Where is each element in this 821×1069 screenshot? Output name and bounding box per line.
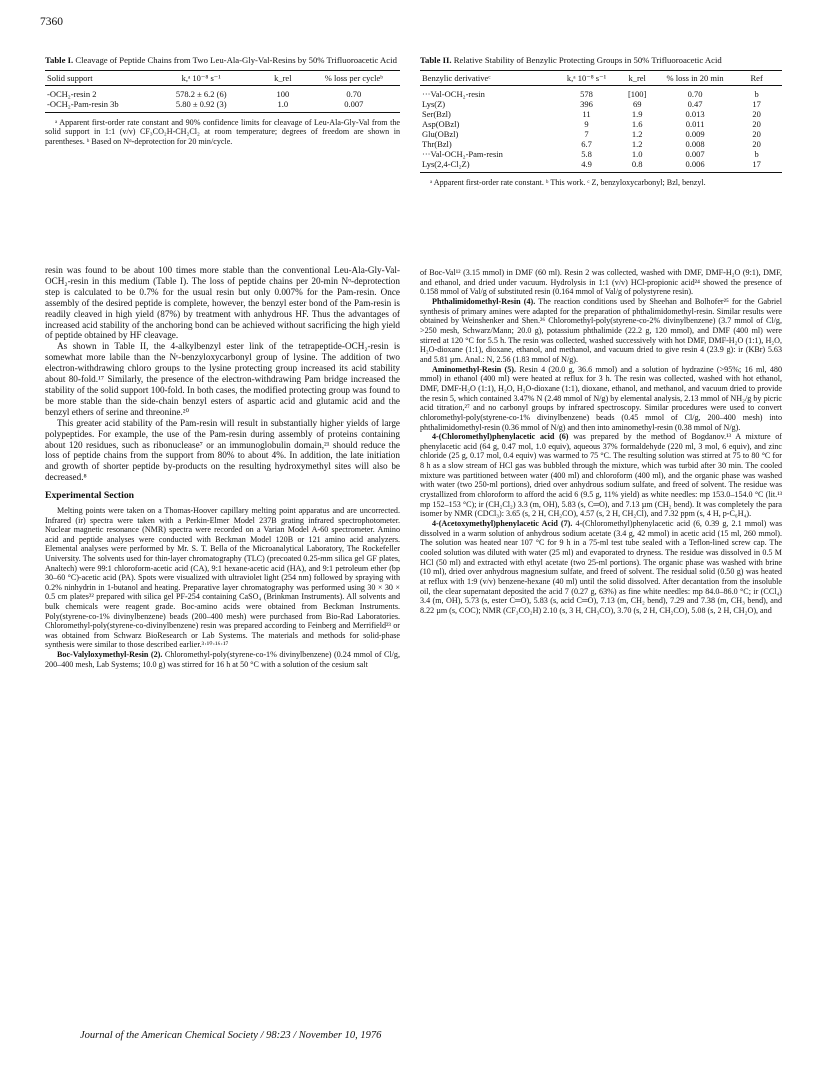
table-cell: 5.80 ± 0.92 (3) — [175, 98, 227, 109]
table-cell: 100 — [276, 88, 290, 99]
table-cell: 17 — [752, 98, 761, 109]
table-cell: 1.2 — [631, 138, 643, 149]
table-cell: 0.009 — [685, 128, 705, 139]
table-cell: 1.9 — [631, 108, 643, 119]
paragraph-title: Aminomethyl-Resin (5). — [432, 364, 517, 374]
table-row — [420, 119, 782, 129]
table-cell: 0.008 — [685, 138, 705, 149]
paragraph — [420, 432, 782, 519]
paragraph-title: Phthalimidomethyl-Resin (4). — [432, 296, 536, 306]
section-heading: Experimental Section — [45, 490, 135, 502]
table-2-caption — [420, 55, 782, 66]
table-1-header-row — [45, 70, 400, 85]
table-cell: 7 — [584, 128, 589, 139]
paragraph — [45, 650, 400, 669]
table-2-header-cell: k_rel — [615, 70, 658, 85]
table-row — [45, 85, 400, 99]
table-cell: ···Val-OCH₂-Pam-resin — [422, 148, 503, 159]
paragraph-title: 4-(Acetoxymethyl)phenylacetic Acid (7). — [432, 519, 573, 529]
table-row — [420, 109, 782, 119]
table-1-header-cell: % loss per cycleᵇ — [308, 70, 400, 85]
table-cell: 1.2 — [631, 128, 643, 139]
table-cell: 0.8 — [631, 158, 643, 169]
table-cell: 0.007 — [685, 148, 705, 159]
table-cell: 0.011 — [685, 118, 705, 129]
paragraph: of Boc-Val¹² (3.15 mmol) in DMF (60 ml). Resin 2 was collected, washed with DMF, DMF-H₂O (9:1), DMF, and ethanol, and dried under vacuum. Hydrolysis in 1:1 (v/v) HCl-propionic acid²⁴ showed the presence of 0.158 mmol of Val/g of substituted resin (0.164 mmol of Val/g of polystyrene resin). — [420, 268, 782, 297]
table-cell: [100] — [627, 88, 647, 99]
table-cell: 1.0 — [631, 148, 643, 159]
table-row — [420, 159, 782, 173]
table-row — [420, 149, 782, 159]
table-cell: 20 — [752, 138, 761, 149]
journal-footer: Journal of the American Chemical Society / 98:23 / November 10, 1976 — [80, 1030, 382, 1041]
table-cell: 69 — [632, 98, 642, 109]
paragraph-text: 4-(Chloromethyl)phenylacetic acid (6, 0.39 g, 2.1 mmol) was dissolved in a warm solution of anhydrous sodium acetate (3.4 g, 42 mmol) in acetic acid (15 ml, 260 mmol). The solution was heated near 107 °C for 9 h in a 75-ml test tube sealed with a Teflon-lined screw cap. The cooled solution was diluted with water (25 ml) and evaporated to dryness. The residue was dissolved in 0.5 M HCl (50 ml) and extracted with ethyl acetate (two 25-ml portions). The organic phase was washed with brine (10 ml), dried over anhydrous magnesium sulfate, and freed of solvent. The residual solid (0.50 g) was heated at reflux with 1:9 (v/v) benzene-hexane (40 ml) until the solid dissolved. After decantation from the insoluble oil, the clear supernatant deposited the acid 7 (0.27 g, 63%) as fine white needles: mp 84.0–86.0 °C; ir (CCl₄) 3.4 (m, OH), 5.73 (s, ester C═O), 5.83 (s, acid C═O), 7.13 (m, CH₂ bend), 7.29 and 7.38 (m, CH₃ bend), and 8.22 µm (s, COC); NMR (CF₃CO₂H) 2.10 (s, 3 H, CH₃CO), 3.70 (s, 2 H, CH₂CO), 5.08 (s, 2 H, CH₂O), and — [420, 519, 783, 615]
table-cell: 5.8 — [581, 148, 592, 159]
table-cell: Asp(OBzl) — [422, 118, 460, 129]
table-cell: 0.70 — [346, 88, 362, 99]
table-cell: 578 — [580, 88, 593, 99]
paragraph: This greater acid stability of the Pam-resin will result in substantially higher yields of large polypeptides. For example, the use of the Pam-resin during assembly of proteins containing about 120 residues, such as ribonuclease⁷ or an immunoglobulin domain,²¹ should reduce the loss of peptide chains from the support from 80% to about 4%. In addition, the late initiation and growth of shorter peptide by-products on the resulting hydroxymethyl sites will also be decreased.⁸ — [45, 417, 400, 483]
table-cell: b — [754, 148, 759, 159]
table-2-header-cell: k,ᵃ 10⁻⁸ s⁻¹ — [558, 70, 616, 85]
table-cell: 578.2 ± 6.2 (6) — [175, 88, 227, 99]
table-1-header-cell: k_rel — [258, 70, 308, 85]
table-2-header-cell: Benzylic derivativeᶜ — [420, 70, 558, 85]
paragraph — [420, 365, 782, 433]
page-number: 7360 — [40, 16, 63, 28]
table-row — [420, 129, 782, 139]
paragraph-title: 4-(Chloromethyl)phenylacetic acid (6) — [432, 432, 569, 442]
table-cell: Lys(Z) — [422, 98, 446, 109]
table-row — [420, 85, 782, 99]
right-column-text — [420, 268, 782, 616]
paragraph-text: Chloromethyl-poly(styrene-co-1% divinylbenzene) (0.24 mmol of Cl/g, 200–400 mesh, Lab Systems; 10.0 g) was stirred for 16 h at 50 °C with a solution of the cesium salt — [45, 649, 400, 669]
paragraph-title: Boc-Valyloxymethyl-Resin (2). — [57, 649, 163, 659]
table-2-footnote: ᵃ Apparent first-order rate constant. ᵇ This work. ᶜ Z, benzyloxycarbonyl; Bzl, benzyl. — [430, 177, 706, 187]
table-2-header-row — [420, 70, 782, 85]
table-cell: 0.47 — [687, 98, 703, 109]
table-1-footnote: ᵃ Apparent first-order rate constant and 90% confidence limits for cleavage of Leu-Ala-Gly-Val from the solid support in 1:1 (v/v) CF₃CO₂H-CH₂Cl₂ at room temperature; degrees of freedom are shown in parentheses. ᵇ Based on Nᵅ-deprotection for 20 min/cycle. — [45, 117, 400, 146]
table-cell: -OCH₂-resin 2 — [47, 88, 97, 99]
table-2-header-cell: % loss in 20 min — [659, 70, 731, 85]
paragraph-text: was prepared by the method of Bogdanov.¹³ A mixture of phenylacetic acid (64 g, 0.47 mol, 1.0 equiv), aqueous 37% formaldehyde (220 ml, 3 mol, 6 equiv), and zinc chloride (25 g, 0.17 mol, 0.4 equiv) was warmed to 75 °C. The resulting solution was stirred at 75 to 80 °C for 8 h as a slow stream of HCl gas was bubbled through the mixture, which was turbid after 30 min. The cooled mixture was partitioned between water (400 ml) and chloroform (400 ml), and the organic phase was washed with water (two 250-ml portions), dried over anhydrous sodium sulfate, and freed of solvent. The residue was crystallized from chloroform to afford the acid 6 (9.5 g, 11% yield) as white needles: mp 153.0–154.0 °C (lit.¹³ mp 152–153 °C); ir (CH₂Cl₂) 3.3 (m, OH), 5.83 (s, C═O), and 7.13 µm (CH₂ bend). It was completely the para isomer by NMR (CDCl₃): 3.65 (s, 2 H, CH₂CO), 4.57 (s, 2 H, CH₂Cl), and 7.32 ppm (s, 4 H, p-C₆H₄). — [420, 432, 782, 519]
table-1-header-cell: Solid support — [45, 70, 144, 85]
table-cell: 0.007 — [344, 98, 364, 109]
table-row — [420, 99, 782, 109]
table-2-title: Relative Stability of Benzylic Protecting Groups in 50% Trifluoroacetic Acid — [453, 55, 722, 65]
paragraph: As shown in Table II, the 4-alkylbenzyl ester link of the tetrapeptide-OCH₂-resin is somewhat more labile than the Nᵋ-benzyloxycarbonyl group of lysine. The addition of two electron-withdrawing chloro groups to the lysine protecting group increased its acid stability about 80-fold.¹⁷ Similarly, the presence of the electron-withdrawing Pam bridge increased the stability of the solid support 100-fold. In both cases, the modified protecting group was found to be more stable than the side-chain benzyl esters of aspartic acid and glutamic acid and the benzyl ethers of serine and threonine.²⁰ — [45, 341, 400, 417]
table-2-body — [420, 85, 782, 172]
table-1 — [45, 70, 400, 113]
table-cell: 1.0 — [277, 98, 289, 109]
table-2-block — [420, 55, 782, 187]
table-cell: 9 — [584, 118, 589, 129]
table-cell: 11 — [582, 108, 591, 119]
table-cell: -OCH₂-Pam-resin 3b — [47, 98, 119, 109]
table-cell: Ser(Bzl) — [422, 108, 451, 119]
table-cell: 20 — [752, 128, 761, 139]
table-2 — [420, 70, 782, 173]
table-2-header-cell: Ref — [731, 70, 782, 85]
paragraph-text: The reaction conditions used by Sheehan and Bolhofer²⁵ for the Gabriel synthesis of primary amines were adapted for the preparation of phthalimidomethyl-resin. Similar results were obtained by Weinshenker and Shen.²⁶ Chloromethyl-poly(styrene-co-2% divinylbenzene) (3.7 mmol of Cl/g, >250 mesh, Schwarz/Mann; 20.0 g), potassium phthalimide (22.2 g, 120 mmol), and DMF (400 ml) were stirred at 120 °C for 5.5 h. The resin was collected, washed successively with hot DMF, DMF-H₂O (1:1), H₂O, H₂O-dioxane (1:1), dioxane, ethanol, and methanol, and vacuum dried to give resin 4 (23.9 g): ir (KBr) 5.63 and 5.81 µm. Anal.: N, 2.56 (1.83 mmol of N/g). — [420, 296, 782, 364]
paragraph-text: Resin 4 (20.0 g, 36.6 mmol) and a solution of hydrazine (>95%; 16 ml, 480 mmol) in ethanol (400 ml) were heated at reflux for 3 h. The resin was collected, washed with hot ethanol, DMF, DMF-H₂O (1:1), H₂O, H₂O-dioxane (1:1), dioxane, ethanol, and methanol, and vacuum dried to provide the resin 5, which contained 3.47% N (2.48 mmol of N/g) by elemental analysis, 2.13 mmol of NH₂/g by picric acid titration,²⁷ and no carbonyl groups by infrared spectroscopy. Similar procedures were used to convert chloromethyl-poly(styrene-co-1% divinylbenzene) beads (0.45 mmol of Cl/g, 200–400 mesh) into phthalimidomethyl-resin (0.36 mmol of N/g) and then into aminomethyl-resin (0.38 mmol of N/g). — [420, 364, 782, 432]
table-cell: 20 — [752, 118, 761, 129]
table-row — [420, 139, 782, 149]
table-cell: Lys(2,4-Cl₂Z) — [422, 158, 470, 169]
table-cell: 17 — [752, 158, 761, 169]
table-1-block — [45, 55, 400, 146]
table-1-caption — [45, 55, 400, 66]
table-cell: 0.006 — [685, 158, 705, 169]
table-2-label: Table II. — [420, 55, 452, 65]
table-cell: 0.013 — [685, 108, 705, 119]
table-cell: b — [754, 88, 759, 99]
table-cell: 4.9 — [581, 158, 592, 169]
paragraph: Melting points were taken on a Thomas-Hoover capillary melting point apparatus and are uncorrected. Infrared (ir) spectra were taken with a Perkin-Elmer Model 237B grating infrared spectrophotometer. Nuclear magnetic resonance (NMR) spectra were recorded on a Varian Model A-60 spectrometer. Amino acid and peptide analyses were conducted with Beckman Model 120B or 121 amino acid analyzers. Elemental analyses were performed by Mr. S. T. Bella of the Microanalytical Laboratory, The Rockefeller University. The solvents used for thin-layer chromatography (TLC) (precoated 0.25-mm silica gel GF plates, Analtech) were 99:1 chloroform-acetic acid (CA), 9:1 hexane-acetic acid (HA), and 9:1 petroleum ether (bp 30–60 °C)-acetic acid (PA). Spots were visualized with ultraviolet light (254 nm) followed by spraying with 0.2% ninhydrin in 1-butanol and heating. Preparative layer chromatography was performed using 30 × 30 × 0.5 cm plates²² prepared with silica gel PF-254 containing CaSO₄ (Brinkman Instruments). All solvents and bulk chemicals were reagent grade. Boc-amino acids were obtained from Beckman Instruments. Poly(styrene-co-1% divinylbenzene) beads (200–400 mesh) were purchased from Bio-Rad Laboratories. Chloromethyl-poly(styrene-co-divinylbenzene) resin was prepared according to Feinberg and Merrifield²³ or was obtained from Schwarz BioResearch or Lab Systems. The materials and methods for solid-phase synthesis were similar to those described earlier.³·¹⁰·¹⁶·¹⁷ — [45, 506, 400, 650]
table-row — [45, 99, 400, 113]
table-cell: 6.7 — [581, 138, 592, 149]
table-1-header-cell: k,ᵃ 10⁻⁸ s⁻¹ — [144, 70, 258, 85]
table-cell: 0.70 — [687, 88, 703, 99]
table-cell: ···Val-OCH₂-resin — [422, 88, 485, 99]
paragraph — [420, 297, 782, 365]
table-cell: 20 — [752, 108, 761, 119]
table-1-title: Cleavage of Peptide Chains from Two Leu-Ala-Gly-Val-Resins by 50% Trifluoroacetic Acid — [75, 55, 397, 65]
table-cell: 396 — [580, 98, 593, 109]
table-cell: Thr(Bzl) — [422, 138, 452, 149]
table-1-label: Table I. — [45, 55, 74, 65]
table-cell: 1.6 — [631, 118, 643, 129]
table-cell: Glu(OBzl) — [422, 128, 459, 139]
paragraph: resin was found to be about 100 times more stable than the conventional Leu-Ala-Gly-Val-OCH₂-resin in this medium (Table I). The loss of peptide chains per 20-min Nᵅ-deprotection step is calculated to be 0.7% for the usual resin but only 0.007% for the Pam-resin. Once assembly of the desired peptide is complete, however, the benzyl ester bond of the Pam-resin is readily cleaved in high yield (87%) by treatment with anhydrous HF. Thus the advantages of increased acid stability of the anchoring bond can be achieved without sacrificing the high yield of peptide obtained by HF cleavage. — [45, 265, 400, 341]
left-column-text — [45, 265, 400, 669]
paragraph — [420, 519, 782, 616]
